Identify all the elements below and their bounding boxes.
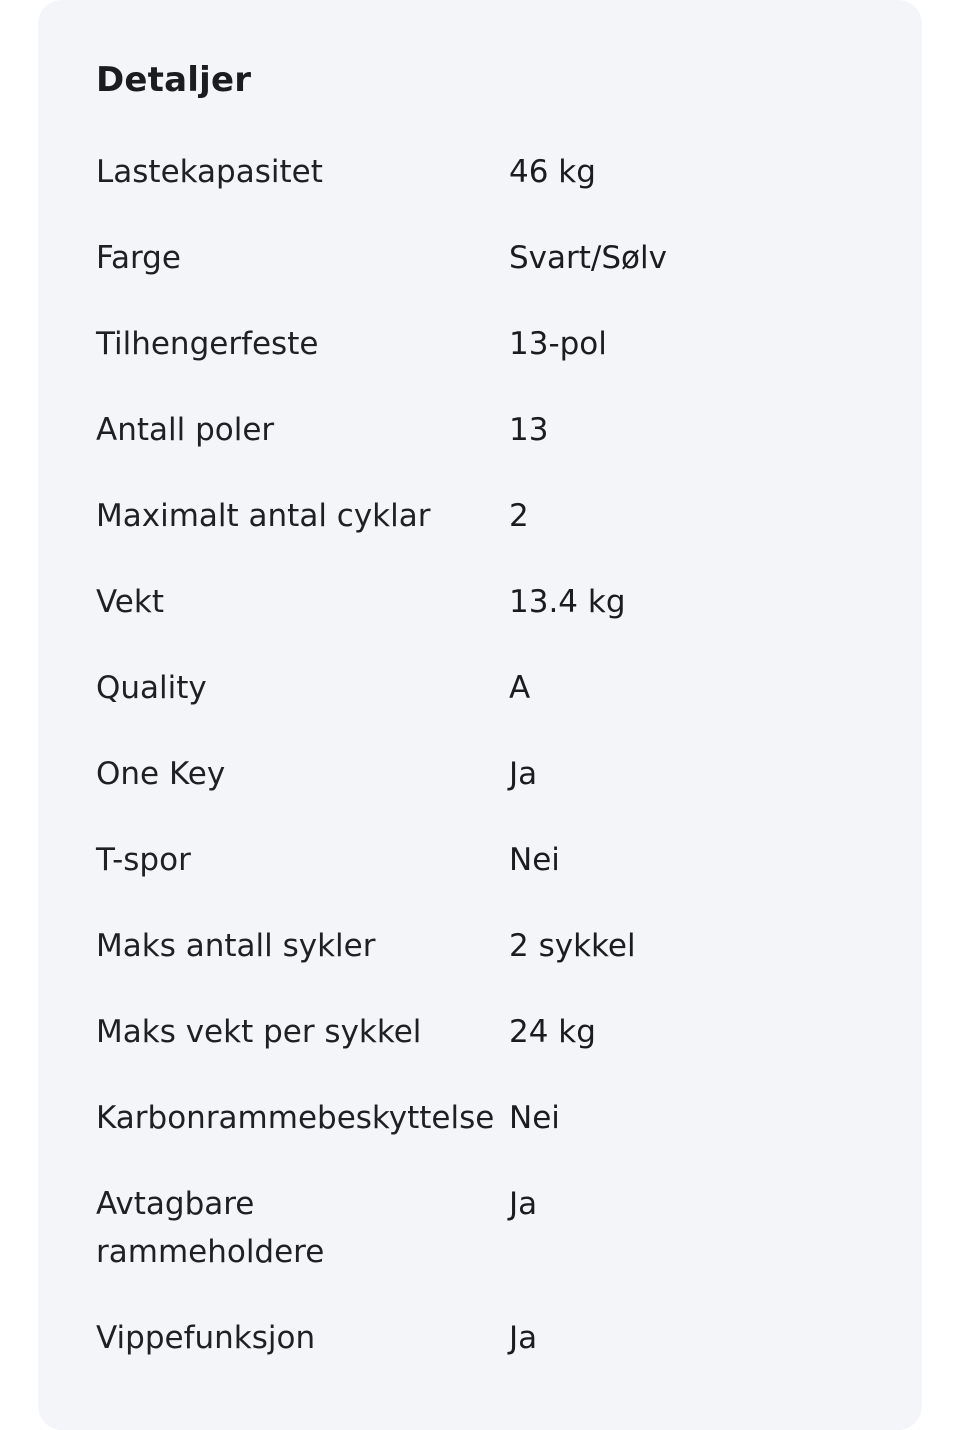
detail-label: Tilhengerfeste	[96, 326, 319, 362]
detail-value: 13.4 kg	[509, 584, 626, 620]
detail-value: 2 sykkel	[509, 928, 636, 964]
detail-row-avtagbare-rammeholdere	[96, 1180, 896, 1314]
detail-value: Ja	[509, 1320, 538, 1356]
details-list	[96, 148, 896, 1400]
detail-label: Avtagbare rammeholdere	[96, 1186, 325, 1270]
detail-row-lastekapasitet	[96, 148, 896, 234]
detail-row-antall-poler	[96, 406, 896, 492]
detail-row-maks-antall-sykler	[96, 922, 896, 1008]
detail-value: 13-pol	[509, 326, 607, 362]
detail-label: One Key	[96, 756, 226, 792]
section-title: Detaljer	[96, 60, 252, 100]
detail-label: Lastekapasitet	[96, 154, 323, 190]
detail-label: Vippefunksjon	[96, 1320, 316, 1356]
detail-value: 2	[509, 498, 529, 534]
detail-row-one-key	[96, 750, 896, 836]
detail-value: 24 kg	[509, 1014, 596, 1050]
detail-row-quality	[96, 664, 896, 750]
detail-value: Nei	[509, 842, 560, 878]
detail-label: T-spor	[96, 842, 191, 878]
detail-row-vippefunksjon	[96, 1314, 896, 1400]
detail-label: Maximalt antal cyklar	[96, 498, 431, 534]
details-card	[38, 0, 922, 1430]
detail-row-vekt	[96, 578, 896, 664]
detail-row-tilhengerfeste	[96, 320, 896, 406]
detail-row-karbonrammebeskyttelse	[96, 1094, 896, 1180]
detail-value: 13	[509, 412, 549, 448]
detail-label: Vekt	[96, 584, 164, 620]
detail-row-maximalt-antal-cyklar	[96, 492, 896, 578]
detail-label: Maks vekt per sykkel	[96, 1014, 422, 1050]
detail-label: Maks antall sykler	[96, 928, 376, 964]
detail-label: Quality	[96, 670, 207, 706]
detail-value: Svart/Sølv	[509, 240, 667, 276]
detail-label: Farge	[96, 240, 181, 276]
detail-value: 46 kg	[509, 154, 596, 190]
detail-label: Antall poler	[96, 412, 275, 448]
detail-value: Ja	[509, 756, 538, 792]
detail-value: Nei	[509, 1100, 560, 1136]
detail-row-maks-vekt-per-sykkel	[96, 1008, 896, 1094]
detail-label: Karbonrammebeskyttelse	[96, 1100, 495, 1136]
detail-row-t-spor	[96, 836, 896, 922]
detail-row-farge	[96, 234, 896, 320]
detail-value: Ja	[509, 1186, 538, 1222]
detail-value: A	[509, 670, 531, 706]
